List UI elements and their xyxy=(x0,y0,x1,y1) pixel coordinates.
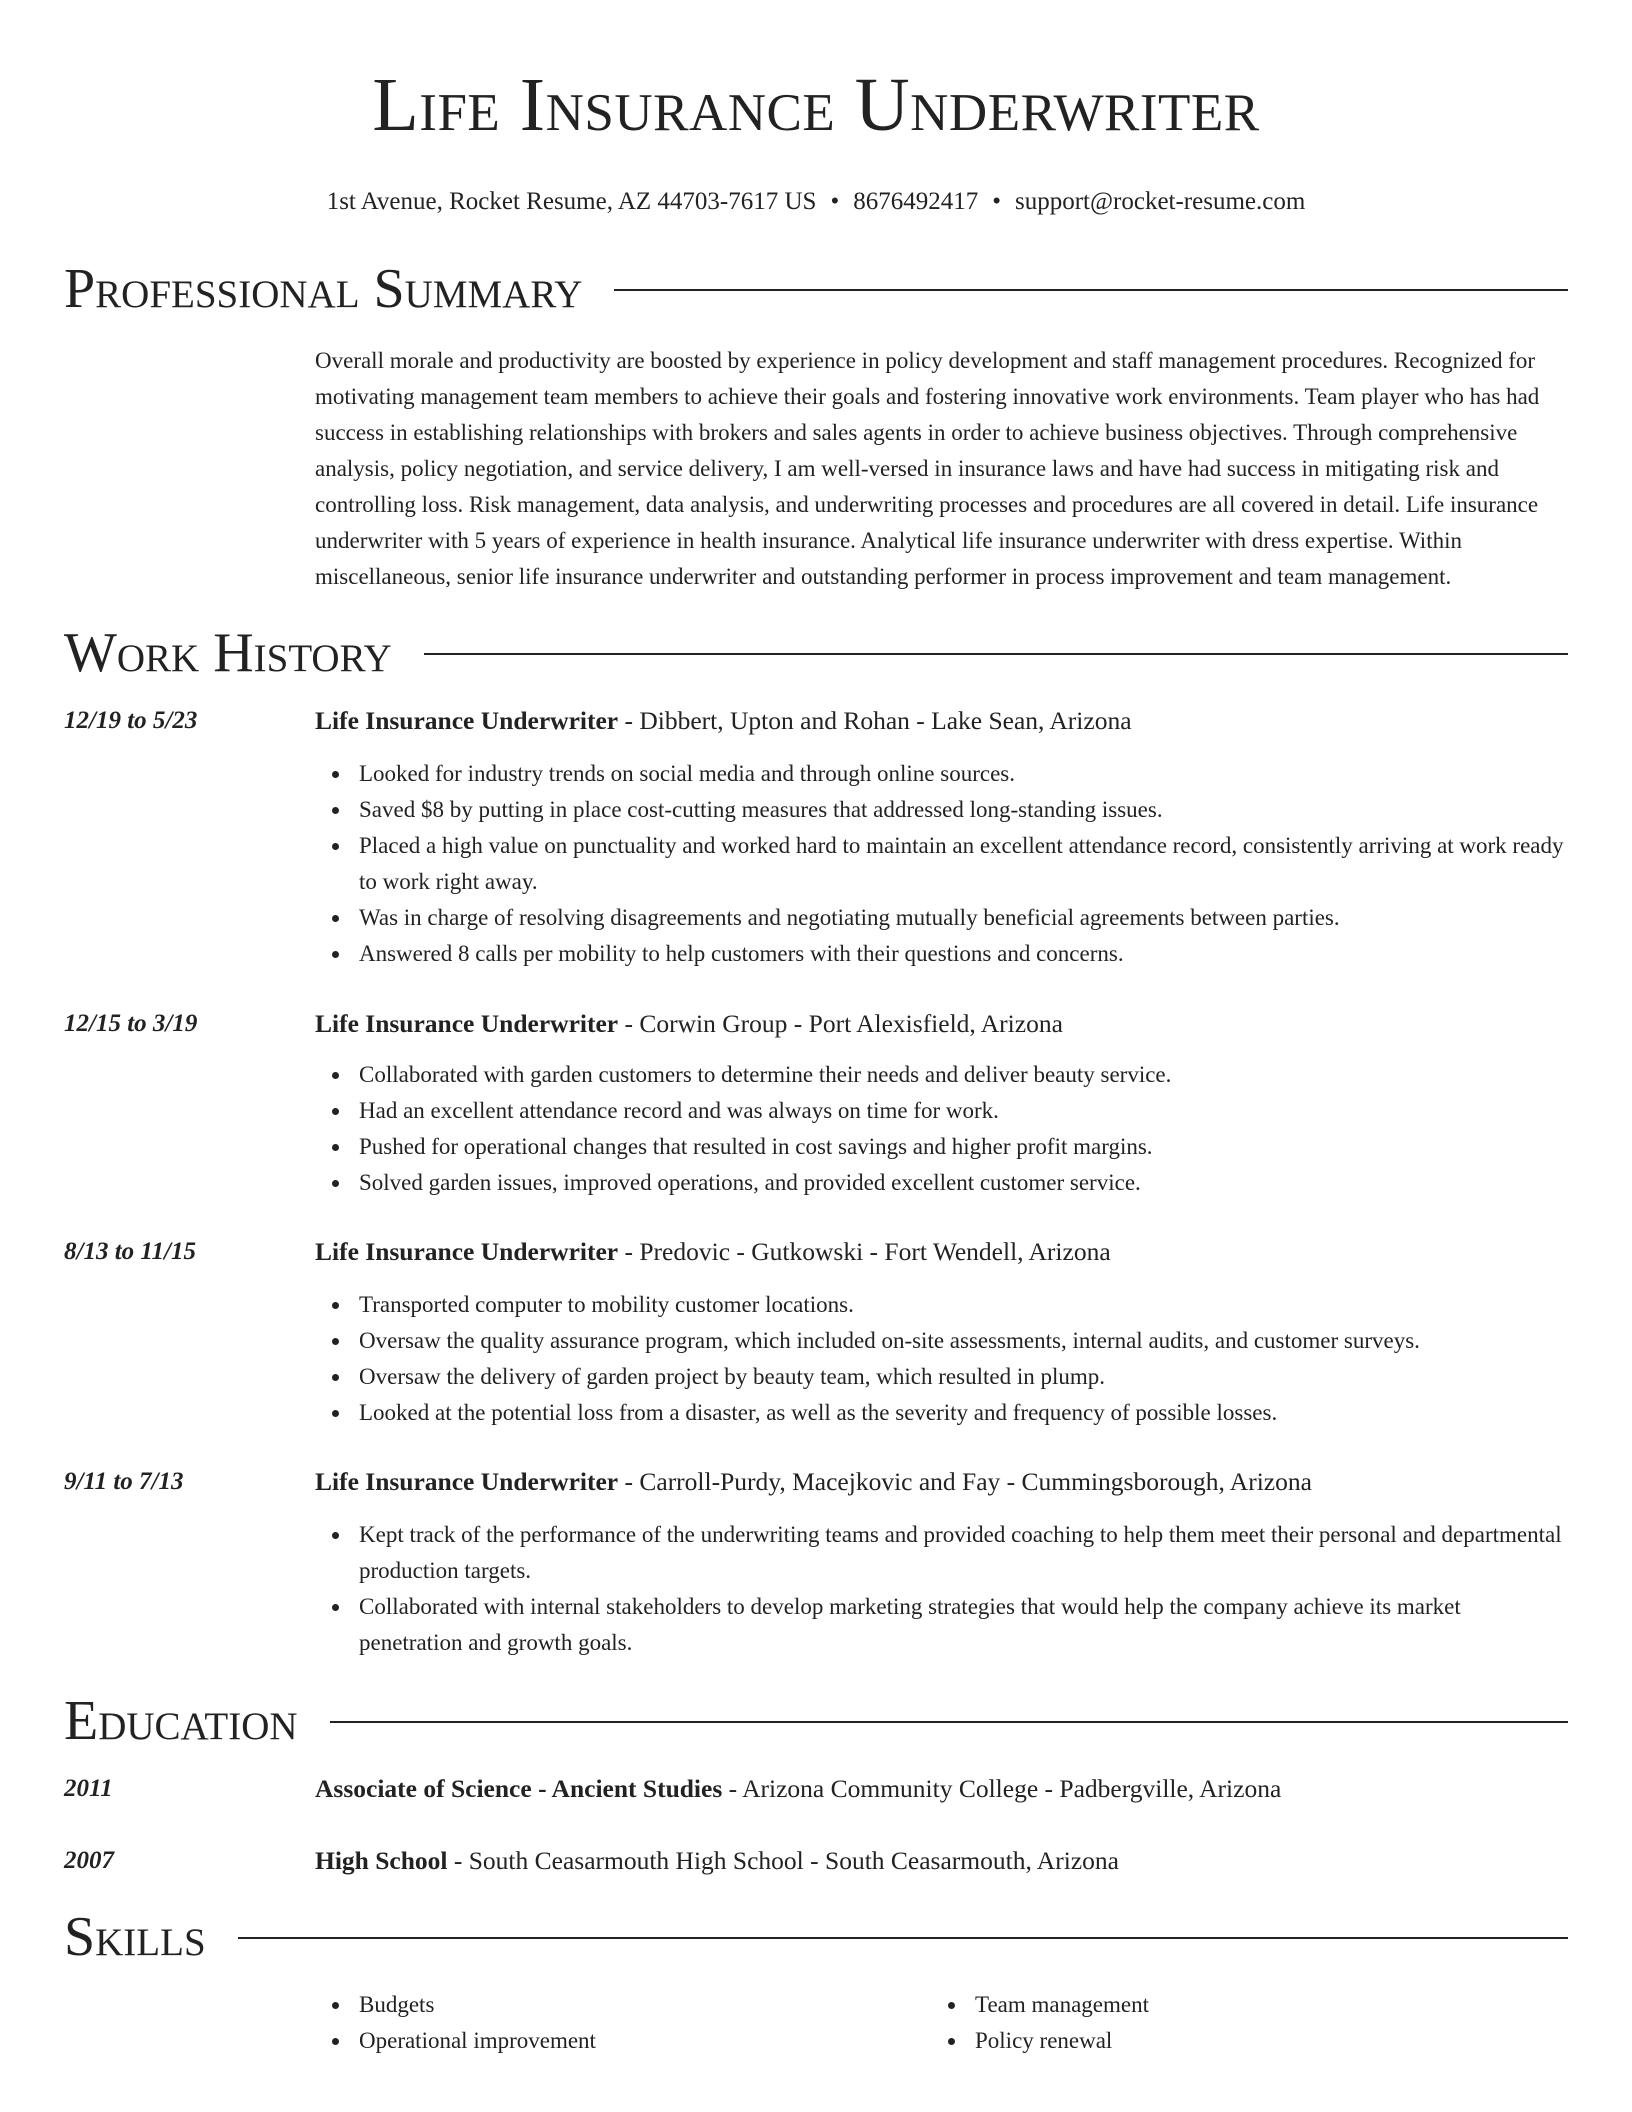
education-section-header xyxy=(64,1689,1568,1753)
work-section-header xyxy=(64,621,1568,685)
job-details: - Predovic - Gutkowski - Fort Wendell, Arizona xyxy=(618,1237,1111,1266)
job-bullets xyxy=(64,1057,1568,1201)
education-heading xyxy=(315,1843,1568,1879)
education-year: 2011 xyxy=(64,1775,113,1802)
job-dates: 8/13 to 11/15 xyxy=(64,1238,196,1265)
job-heading xyxy=(315,1464,1568,1500)
section-title-work: Work History xyxy=(64,622,392,684)
job-details: - Corwin Group - Port Alexisfield, Arizona xyxy=(618,1009,1063,1038)
section-title-summary: Professional Summary xyxy=(64,258,583,320)
job-details: - Dibbert, Upton and Rohan - Lake Sean, Arizona xyxy=(618,706,1132,735)
job-bullets xyxy=(64,1287,1568,1431)
section-divider xyxy=(330,1721,1568,1723)
education-entry xyxy=(64,1843,1568,1879)
separator-dot: • xyxy=(992,188,1001,215)
job-title: Life Insurance Underwriter xyxy=(315,1237,619,1266)
section-divider xyxy=(614,289,1568,291)
contact-address: 1st Avenue, Rocket Resume, AZ 44703-7617 US xyxy=(326,188,817,215)
list-item: Solved garden issues, improved operations, and provided excellent customer service. xyxy=(359,1165,1568,1201)
education-degree: Associate of Science - Ancient Studies xyxy=(315,1774,723,1803)
skills-section-header xyxy=(64,1905,1568,1969)
contact-line xyxy=(64,186,1568,218)
job-dates: 12/15 to 3/19 xyxy=(64,1010,198,1037)
education-details: - South Ceasarmouth High School - South Ceasarmouth, Arizona xyxy=(447,1846,1119,1875)
list-item: Oversaw the delivery of garden project by beauty team, which resulted in plump. xyxy=(359,1359,1568,1395)
job-heading xyxy=(315,1006,1568,1042)
list-item: Transported computer to mobility customer locations. xyxy=(359,1287,1568,1323)
job-title: Life Insurance Underwriter xyxy=(315,706,619,735)
skills-column-left xyxy=(315,1987,931,2059)
contact-email[interactable]: support@rocket-resume.com xyxy=(1015,188,1306,215)
skill-item: Budgets xyxy=(359,1987,931,2023)
section-divider xyxy=(424,653,1568,655)
job-title: Life Insurance Underwriter xyxy=(315,1467,619,1496)
summary-section-header xyxy=(64,257,1568,321)
section-title-skills: Skills xyxy=(64,1906,206,1968)
job-entry xyxy=(64,703,1568,972)
skill-item: Policy renewal xyxy=(975,2023,1547,2059)
list-item: Looked at the potential loss from a disaster, as well as the severity and frequency of possible losses. xyxy=(359,1395,1568,1431)
list-item: Placed a high value on punctuality and worked hard to maintain an excellent attendance record, consistently arriving at work ready to work right away. xyxy=(359,828,1568,900)
skills-list xyxy=(315,1987,1568,2059)
education-heading xyxy=(315,1771,1568,1807)
skill-item: Operational improvement xyxy=(359,2023,931,2059)
education-year: 2007 xyxy=(64,1847,114,1874)
resume-page xyxy=(64,0,1568,2059)
skills-column-right xyxy=(931,1987,1547,2059)
education-details: - Arizona Community College - Padbergville, Arizona xyxy=(722,1774,1282,1803)
job-heading xyxy=(315,703,1568,739)
job-details: - Carroll-Purdy, Macejkovic and Fay - Cummingsborough, Arizona xyxy=(618,1467,1312,1496)
list-item: Was in charge of resolving disagreements and negotiating mutually beneficial agreements between parties. xyxy=(359,900,1568,936)
list-item: Answered 8 calls per mobility to help customers with their questions and concerns. xyxy=(359,936,1568,972)
job-title: Life Insurance Underwriter xyxy=(315,1009,619,1038)
education-entry xyxy=(64,1771,1568,1807)
list-item: Oversaw the quality assurance program, which included on-site assessments, internal audits, and customer surveys. xyxy=(359,1323,1568,1359)
section-title-education: Education xyxy=(64,1690,298,1752)
job-entry xyxy=(64,1234,1568,1431)
job-dates: 9/11 to 7/13 xyxy=(64,1468,184,1495)
list-item: Looked for industry trends on social media and through online sources. xyxy=(359,756,1568,792)
separator-dot: • xyxy=(830,188,840,215)
job-entry xyxy=(64,1464,1568,1661)
list-item: Had an excellent attendance record and was always on time for work. xyxy=(359,1093,1568,1129)
contact-phone: 8676492417 xyxy=(853,188,979,215)
list-item: Pushed for operational changes that resulted in cost savings and higher profit margins. xyxy=(359,1129,1568,1165)
list-item: Collaborated with garden customers to determine their needs and deliver beauty service. xyxy=(359,1057,1568,1093)
list-item: Collaborated with internal stakeholders to develop marketing strategies that would help the company achieve its market penetration and growth goals. xyxy=(359,1589,1568,1661)
job-dates: 12/19 to 5/23 xyxy=(64,707,198,734)
list-item: Saved $8 by putting in place cost-cutting measures that addressed long-standing issues. xyxy=(359,792,1568,828)
section-divider xyxy=(238,1937,1568,1939)
summary-text: Overall morale and productivity are boosted by experience in policy development and staff management procedures. Recognized for motivating management team members to achieve their goals and fostering innovative work environments. Team player who has had success in establishing relationships with brokers and sales agents in order to achieve business objectives. Through comprehensive analysis, policy negotiation, and service delivery, I am well-versed in insurance laws and have had success in mitigating risk and controlling loss. Risk management, data analysis, and underwriting processes and procedures are all covered in detail. Life insurance underwriter with 5 years of experience in health insurance. Analytical life insurance underwriter with dress expertise. Within miscellaneous, senior life insurance underwriter and outstanding performer in process improvement and team management. xyxy=(315,348,1540,589)
education-degree: High School xyxy=(315,1846,448,1875)
list-item: Kept track of the performance of the underwriting teams and provided coaching to help them meet their personal and departmental production targets. xyxy=(359,1517,1568,1589)
job-heading xyxy=(315,1234,1568,1270)
skill-item: Team management xyxy=(975,1987,1547,2023)
job-bullets xyxy=(64,756,1568,972)
job-entry xyxy=(64,1006,1568,1201)
candidate-name: Life Insurance Underwriter xyxy=(372,63,1260,147)
job-bullets xyxy=(64,1517,1568,1661)
